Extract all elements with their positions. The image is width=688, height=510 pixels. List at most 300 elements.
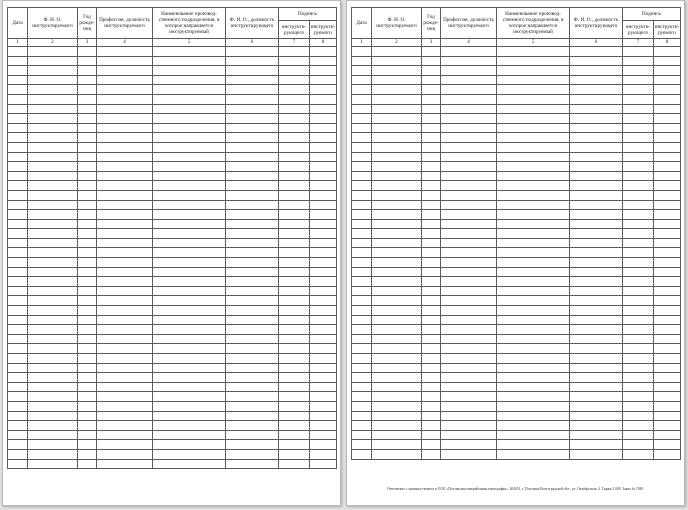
journal-cell[interactable]: [441, 325, 497, 335]
journal-cell[interactable]: [570, 248, 623, 258]
journal-cell[interactable]: [28, 114, 78, 124]
journal-cell[interactable]: [441, 210, 497, 220]
journal-cell[interactable]: [78, 354, 97, 364]
journal-cell[interactable]: [28, 162, 78, 172]
journal-cell[interactable]: [279, 344, 310, 354]
journal-cell[interactable]: [78, 344, 97, 354]
journal-cell[interactable]: [153, 123, 226, 133]
journal-cell[interactable]: [97, 229, 153, 239]
journal-cell[interactable]: [28, 440, 78, 450]
journal-cell[interactable]: [623, 104, 654, 114]
journal-cell[interactable]: [497, 56, 570, 66]
journal-cell[interactable]: [623, 162, 654, 172]
journal-cell[interactable]: [153, 94, 226, 104]
journal-cell[interactable]: [570, 363, 623, 373]
journal-cell[interactable]: [352, 123, 372, 133]
journal-cell[interactable]: [310, 277, 337, 287]
journal-cell[interactable]: [497, 382, 570, 392]
journal-cell[interactable]: [78, 392, 97, 402]
journal-cell[interactable]: [441, 133, 497, 143]
journal-cell[interactable]: [226, 459, 279, 469]
journal-cell[interactable]: [422, 363, 441, 373]
journal-cell[interactable]: [28, 363, 78, 373]
journal-cell[interactable]: [372, 373, 422, 383]
journal-cell[interactable]: [654, 334, 681, 344]
journal-cell[interactable]: [310, 181, 337, 191]
journal-cell[interactable]: [8, 47, 28, 57]
journal-cell[interactable]: [8, 133, 28, 143]
journal-cell[interactable]: [623, 171, 654, 181]
journal-cell[interactable]: [153, 210, 226, 220]
journal-cell[interactable]: [352, 219, 372, 229]
journal-cell[interactable]: [8, 363, 28, 373]
journal-cell[interactable]: [153, 286, 226, 296]
journal-cell[interactable]: [422, 344, 441, 354]
journal-cell[interactable]: [279, 171, 310, 181]
journal-cell[interactable]: [441, 306, 497, 316]
journal-cell[interactable]: [310, 229, 337, 239]
journal-cell[interactable]: [153, 325, 226, 335]
journal-cell[interactable]: [97, 325, 153, 335]
journal-cell[interactable]: [97, 94, 153, 104]
journal-cell[interactable]: [8, 210, 28, 220]
journal-cell[interactable]: [372, 152, 422, 162]
journal-cell[interactable]: [654, 238, 681, 248]
journal-cell[interactable]: [422, 258, 441, 268]
journal-cell[interactable]: [570, 325, 623, 335]
journal-cell[interactable]: [8, 449, 28, 459]
journal-cell[interactable]: [78, 210, 97, 220]
journal-cell[interactable]: [8, 325, 28, 335]
journal-cell[interactable]: [497, 104, 570, 114]
journal-cell[interactable]: [97, 238, 153, 248]
journal-cell[interactable]: [8, 85, 28, 95]
journal-cell[interactable]: [422, 171, 441, 181]
journal-cell[interactable]: [8, 440, 28, 450]
journal-cell[interactable]: [8, 267, 28, 277]
journal-cell[interactable]: [623, 219, 654, 229]
journal-cell[interactable]: [570, 411, 623, 421]
journal-cell[interactable]: [623, 258, 654, 268]
journal-cell[interactable]: [310, 66, 337, 76]
journal-cell[interactable]: [28, 123, 78, 133]
journal-cell[interactable]: [226, 248, 279, 258]
journal-cell[interactable]: [422, 200, 441, 210]
journal-cell[interactable]: [352, 104, 372, 114]
journal-cell[interactable]: [570, 354, 623, 364]
journal-cell[interactable]: [153, 363, 226, 373]
journal-cell[interactable]: [8, 459, 28, 469]
journal-cell[interactable]: [279, 200, 310, 210]
journal-cell[interactable]: [8, 162, 28, 172]
journal-cell[interactable]: [97, 47, 153, 57]
journal-cell[interactable]: [372, 401, 422, 411]
journal-cell[interactable]: [78, 123, 97, 133]
journal-cell[interactable]: [279, 248, 310, 258]
journal-cell[interactable]: [28, 75, 78, 85]
journal-cell[interactable]: [28, 392, 78, 402]
journal-cell[interactable]: [310, 162, 337, 172]
journal-cell[interactable]: [8, 258, 28, 268]
journal-cell[interactable]: [226, 210, 279, 220]
journal-cell[interactable]: [78, 430, 97, 440]
journal-cell[interactable]: [654, 248, 681, 258]
journal-cell[interactable]: [570, 296, 623, 306]
journal-cell[interactable]: [78, 56, 97, 66]
journal-cell[interactable]: [279, 142, 310, 152]
journal-cell[interactable]: [497, 430, 570, 440]
journal-cell[interactable]: [310, 382, 337, 392]
journal-cell[interactable]: [654, 66, 681, 76]
journal-cell[interactable]: [570, 114, 623, 124]
journal-cell[interactable]: [623, 94, 654, 104]
journal-cell[interactable]: [28, 430, 78, 440]
journal-cell[interactable]: [372, 162, 422, 172]
journal-cell[interactable]: [28, 334, 78, 344]
journal-cell[interactable]: [226, 229, 279, 239]
journal-cell[interactable]: [441, 363, 497, 373]
journal-cell[interactable]: [372, 334, 422, 344]
journal-cell[interactable]: [441, 200, 497, 210]
journal-cell[interactable]: [279, 363, 310, 373]
journal-cell[interactable]: [310, 373, 337, 383]
journal-cell[interactable]: [28, 258, 78, 268]
journal-cell[interactable]: [422, 114, 441, 124]
journal-cell[interactable]: [372, 382, 422, 392]
journal-cell[interactable]: [97, 286, 153, 296]
journal-cell[interactable]: [153, 315, 226, 325]
journal-cell[interactable]: [654, 363, 681, 373]
journal-cell[interactable]: [654, 401, 681, 411]
journal-cell[interactable]: [497, 181, 570, 191]
journal-cell[interactable]: [352, 334, 372, 344]
journal-cell[interactable]: [623, 123, 654, 133]
journal-cell[interactable]: [352, 363, 372, 373]
journal-cell[interactable]: [310, 449, 337, 459]
journal-cell[interactable]: [422, 181, 441, 191]
journal-cell[interactable]: [28, 306, 78, 316]
journal-cell[interactable]: [654, 382, 681, 392]
journal-cell[interactable]: [441, 354, 497, 364]
journal-cell[interactable]: [226, 47, 279, 57]
journal-cell[interactable]: [279, 210, 310, 220]
journal-cell[interactable]: [226, 238, 279, 248]
journal-cell[interactable]: [441, 449, 497, 459]
journal-cell[interactable]: [28, 152, 78, 162]
journal-cell[interactable]: [372, 238, 422, 248]
journal-cell[interactable]: [279, 267, 310, 277]
journal-cell[interactable]: [279, 229, 310, 239]
journal-cell[interactable]: [497, 162, 570, 172]
journal-cell[interactable]: [422, 440, 441, 450]
journal-cell[interactable]: [372, 296, 422, 306]
journal-cell[interactable]: [310, 315, 337, 325]
journal-cell[interactable]: [279, 354, 310, 364]
journal-cell[interactable]: [422, 142, 441, 152]
journal-cell[interactable]: [8, 277, 28, 287]
journal-cell[interactable]: [422, 94, 441, 104]
journal-cell[interactable]: [310, 152, 337, 162]
journal-cell[interactable]: [78, 85, 97, 95]
journal-cell[interactable]: [372, 75, 422, 85]
journal-cell[interactable]: [78, 373, 97, 383]
journal-cell[interactable]: [153, 171, 226, 181]
journal-cell[interactable]: [422, 267, 441, 277]
journal-cell[interactable]: [279, 286, 310, 296]
journal-cell[interactable]: [352, 449, 372, 459]
journal-cell[interactable]: [78, 459, 97, 469]
journal-cell[interactable]: [153, 181, 226, 191]
journal-cell[interactable]: [497, 47, 570, 57]
journal-cell[interactable]: [422, 277, 441, 287]
journal-cell[interactable]: [497, 296, 570, 306]
journal-cell[interactable]: [153, 430, 226, 440]
journal-cell[interactable]: [352, 94, 372, 104]
journal-cell[interactable]: [8, 306, 28, 316]
journal-cell[interactable]: [97, 171, 153, 181]
journal-cell[interactable]: [372, 277, 422, 287]
journal-cell[interactable]: [422, 162, 441, 172]
journal-cell[interactable]: [279, 430, 310, 440]
journal-cell[interactable]: [422, 373, 441, 383]
journal-cell[interactable]: [497, 392, 570, 402]
journal-cell[interactable]: [654, 190, 681, 200]
journal-cell[interactable]: [422, 229, 441, 239]
journal-cell[interactable]: [310, 411, 337, 421]
journal-cell[interactable]: [352, 56, 372, 66]
journal-cell[interactable]: [497, 258, 570, 268]
journal-cell[interactable]: [28, 133, 78, 143]
journal-cell[interactable]: [422, 238, 441, 248]
journal-cell[interactable]: [352, 440, 372, 450]
journal-cell[interactable]: [8, 56, 28, 66]
journal-cell[interactable]: [372, 421, 422, 431]
journal-cell[interactable]: [310, 238, 337, 248]
journal-cell[interactable]: [78, 104, 97, 114]
journal-cell[interactable]: [310, 248, 337, 258]
journal-cell[interactable]: [226, 325, 279, 335]
journal-cell[interactable]: [654, 411, 681, 421]
journal-cell[interactable]: [570, 75, 623, 85]
journal-cell[interactable]: [441, 248, 497, 258]
journal-cell[interactable]: [623, 382, 654, 392]
journal-cell[interactable]: [441, 219, 497, 229]
journal-cell[interactable]: [654, 325, 681, 335]
journal-cell[interactable]: [497, 210, 570, 220]
journal-cell[interactable]: [497, 315, 570, 325]
journal-cell[interactable]: [226, 181, 279, 191]
journal-cell[interactable]: [310, 142, 337, 152]
journal-cell[interactable]: [279, 440, 310, 450]
journal-cell[interactable]: [372, 286, 422, 296]
journal-cell[interactable]: [422, 334, 441, 344]
journal-cell[interactable]: [226, 277, 279, 287]
journal-cell[interactable]: [372, 248, 422, 258]
journal-cell[interactable]: [654, 85, 681, 95]
journal-cell[interactable]: [352, 133, 372, 143]
journal-cell[interactable]: [97, 334, 153, 344]
journal-cell[interactable]: [570, 66, 623, 76]
journal-cell[interactable]: [654, 315, 681, 325]
journal-cell[interactable]: [570, 449, 623, 459]
journal-cell[interactable]: [352, 354, 372, 364]
journal-cell[interactable]: [153, 392, 226, 402]
journal-cell[interactable]: [372, 440, 422, 450]
journal-cell[interactable]: [226, 401, 279, 411]
journal-cell[interactable]: [352, 421, 372, 431]
journal-cell[interactable]: [8, 286, 28, 296]
journal-cell[interactable]: [422, 401, 441, 411]
journal-cell[interactable]: [422, 449, 441, 459]
journal-cell[interactable]: [372, 123, 422, 133]
journal-cell[interactable]: [279, 238, 310, 248]
journal-cell[interactable]: [441, 114, 497, 124]
journal-cell[interactable]: [226, 133, 279, 143]
journal-cell[interactable]: [28, 142, 78, 152]
journal-cell[interactable]: [8, 238, 28, 248]
journal-cell[interactable]: [623, 229, 654, 239]
journal-cell[interactable]: [623, 56, 654, 66]
journal-cell[interactable]: [310, 440, 337, 450]
journal-cell[interactable]: [78, 162, 97, 172]
journal-cell[interactable]: [279, 392, 310, 402]
journal-cell[interactable]: [78, 449, 97, 459]
journal-cell[interactable]: [28, 171, 78, 181]
journal-cell[interactable]: [226, 440, 279, 450]
journal-cell[interactable]: [310, 392, 337, 402]
journal-cell[interactable]: [78, 94, 97, 104]
journal-cell[interactable]: [28, 66, 78, 76]
journal-cell[interactable]: [441, 123, 497, 133]
journal-cell[interactable]: [279, 56, 310, 66]
journal-cell[interactable]: [226, 286, 279, 296]
journal-cell[interactable]: [8, 382, 28, 392]
journal-cell[interactable]: [441, 66, 497, 76]
journal-cell[interactable]: [497, 190, 570, 200]
journal-cell[interactable]: [570, 258, 623, 268]
journal-cell[interactable]: [352, 190, 372, 200]
journal-cell[interactable]: [372, 430, 422, 440]
journal-cell[interactable]: [279, 75, 310, 85]
journal-cell[interactable]: [441, 392, 497, 402]
journal-cell[interactable]: [422, 411, 441, 421]
journal-cell[interactable]: [8, 142, 28, 152]
journal-cell[interactable]: [497, 401, 570, 411]
journal-cell[interactable]: [497, 363, 570, 373]
journal-cell[interactable]: [8, 411, 28, 421]
journal-cell[interactable]: [422, 47, 441, 57]
journal-cell[interactable]: [153, 354, 226, 364]
journal-cell[interactable]: [441, 334, 497, 344]
journal-cell[interactable]: [78, 401, 97, 411]
journal-cell[interactable]: [310, 123, 337, 133]
journal-cell[interactable]: [654, 94, 681, 104]
journal-cell[interactable]: [97, 296, 153, 306]
journal-cell[interactable]: [97, 449, 153, 459]
journal-cell[interactable]: [372, 190, 422, 200]
journal-cell[interactable]: [97, 75, 153, 85]
journal-cell[interactable]: [97, 373, 153, 383]
journal-cell[interactable]: [310, 306, 337, 316]
journal-cell[interactable]: [654, 171, 681, 181]
journal-cell[interactable]: [372, 219, 422, 229]
journal-cell[interactable]: [226, 94, 279, 104]
journal-cell[interactable]: [654, 421, 681, 431]
journal-cell[interactable]: [372, 411, 422, 421]
journal-cell[interactable]: [372, 315, 422, 325]
journal-cell[interactable]: [310, 114, 337, 124]
journal-cell[interactable]: [153, 421, 226, 431]
journal-cell[interactable]: [497, 421, 570, 431]
journal-cell[interactable]: [352, 392, 372, 402]
journal-cell[interactable]: [279, 133, 310, 143]
journal-cell[interactable]: [352, 277, 372, 287]
journal-cell[interactable]: [28, 421, 78, 431]
journal-cell[interactable]: [279, 325, 310, 335]
journal-cell[interactable]: [226, 152, 279, 162]
journal-cell[interactable]: [97, 459, 153, 469]
journal-cell[interactable]: [97, 258, 153, 268]
journal-cell[interactable]: [28, 401, 78, 411]
journal-cell[interactable]: [372, 85, 422, 95]
journal-cell[interactable]: [352, 85, 372, 95]
journal-cell[interactable]: [153, 162, 226, 172]
journal-cell[interactable]: [570, 123, 623, 133]
journal-cell[interactable]: [352, 152, 372, 162]
journal-cell[interactable]: [570, 421, 623, 431]
journal-cell[interactable]: [78, 248, 97, 258]
journal-cell[interactable]: [654, 210, 681, 220]
journal-cell[interactable]: [654, 200, 681, 210]
journal-cell[interactable]: [623, 66, 654, 76]
journal-cell[interactable]: [28, 373, 78, 383]
journal-cell[interactable]: [226, 104, 279, 114]
journal-cell[interactable]: [654, 354, 681, 364]
journal-cell[interactable]: [623, 440, 654, 450]
journal-cell[interactable]: [8, 66, 28, 76]
journal-cell[interactable]: [279, 104, 310, 114]
journal-cell[interactable]: [279, 334, 310, 344]
journal-cell[interactable]: [153, 411, 226, 421]
journal-cell[interactable]: [570, 162, 623, 172]
journal-cell[interactable]: [497, 286, 570, 296]
journal-cell[interactable]: [279, 373, 310, 383]
journal-cell[interactable]: [372, 258, 422, 268]
journal-cell[interactable]: [570, 430, 623, 440]
journal-cell[interactable]: [623, 392, 654, 402]
journal-cell[interactable]: [372, 449, 422, 459]
journal-cell[interactable]: [352, 75, 372, 85]
journal-cell[interactable]: [28, 296, 78, 306]
journal-cell[interactable]: [497, 171, 570, 181]
journal-cell[interactable]: [623, 181, 654, 191]
journal-cell[interactable]: [97, 66, 153, 76]
journal-cell[interactable]: [441, 344, 497, 354]
journal-cell[interactable]: [28, 219, 78, 229]
journal-cell[interactable]: [28, 459, 78, 469]
journal-cell[interactable]: [570, 94, 623, 104]
journal-cell[interactable]: [279, 219, 310, 229]
journal-cell[interactable]: [97, 152, 153, 162]
journal-cell[interactable]: [28, 200, 78, 210]
journal-cell[interactable]: [153, 382, 226, 392]
journal-cell[interactable]: [623, 401, 654, 411]
journal-cell[interactable]: [352, 162, 372, 172]
journal-cell[interactable]: [422, 219, 441, 229]
journal-cell[interactable]: [279, 411, 310, 421]
journal-cell[interactable]: [570, 392, 623, 402]
journal-cell[interactable]: [497, 354, 570, 364]
